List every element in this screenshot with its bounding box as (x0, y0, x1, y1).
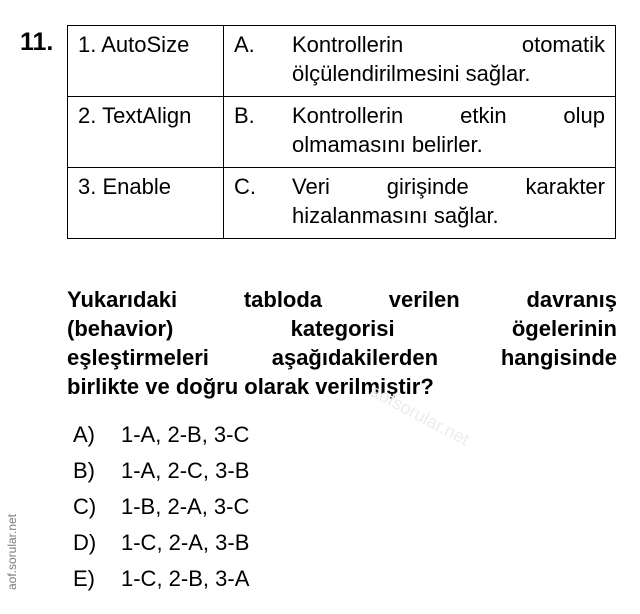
description-cell (224, 26, 616, 97)
answer-label: C) (73, 494, 97, 519)
matching-table (67, 25, 616, 239)
description-text: Kontrollerin otomatik ölçülendirilmesini sağlar. (292, 32, 605, 86)
answer-option-c[interactable] (73, 489, 249, 525)
answer-label: E) (73, 566, 95, 591)
watermark-side: aof.sorular.net (5, 513, 19, 591)
description-text: Kontrollerin etkin olup olmamasını belirler. (292, 103, 605, 157)
answer-option-a[interactable] (73, 417, 249, 453)
description-text: Veri girişinde karakter hizalanmasını sağlar. (292, 174, 605, 228)
description-letter: B. (234, 103, 255, 128)
answer-option-b[interactable] (73, 453, 249, 489)
behavior-item: 2. TextAlign (68, 97, 224, 168)
description-cell (224, 97, 616, 168)
question-line: Yukarıdaki tabloda verilen davranış (67, 287, 617, 312)
answer-text: 1-B, 2-A, 3-C (121, 494, 250, 519)
description-letter: C. (234, 174, 256, 199)
table-row (68, 26, 616, 97)
answer-label: A) (73, 422, 95, 447)
table-row (68, 168, 616, 239)
answer-label: D) (73, 530, 97, 555)
question-line: eşleştirmeleri aşağıdakilerden hangisinde (67, 345, 617, 370)
answer-option-e[interactable] (73, 561, 249, 597)
description-letter: A. (234, 32, 255, 57)
question-line: birlikte ve doğru olarak verilmiştir? (67, 374, 434, 399)
watermark-diagonal: aofsorular.net (366, 380, 473, 450)
answer-text: 1-C, 2-B, 3-A (121, 566, 250, 591)
answer-options (73, 417, 249, 597)
answer-option-d[interactable] (73, 525, 249, 561)
answer-text: 1-A, 2-B, 3-C (121, 422, 250, 447)
behavior-item: 3. Enable (68, 168, 224, 239)
answer-label: B) (73, 458, 95, 483)
answer-text: 1-A, 2-C, 3-B (121, 458, 250, 483)
question-line: (behavior) kategorisi ögelerinin (67, 316, 617, 341)
behavior-item: 1. AutoSize (68, 26, 224, 97)
question-number: 11. (20, 28, 54, 56)
answer-text: 1-C, 2-A, 3-B (121, 530, 250, 555)
table-row (68, 97, 616, 168)
question-text (67, 285, 617, 401)
description-cell (224, 168, 616, 239)
